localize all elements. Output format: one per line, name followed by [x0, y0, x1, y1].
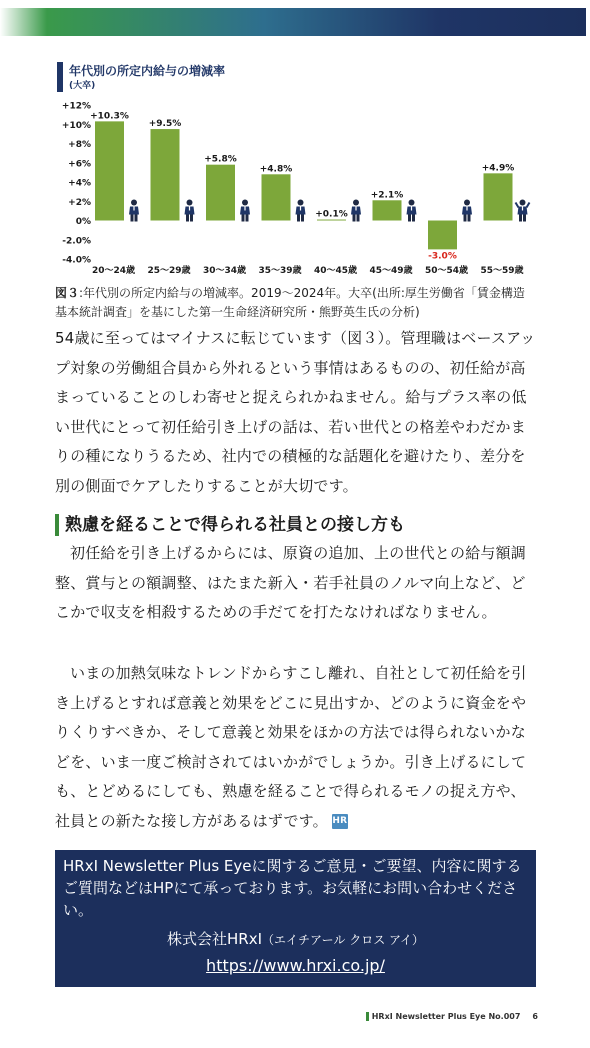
contact-message: HRxI Newsletter Plus Eyeに関するご意見・ご要望、内容に関するご質問などはHPにて承っております。お気軽にお問い合わせください。 [63, 857, 522, 919]
bar-chart [55, 58, 535, 280]
section-heading-block [55, 513, 535, 537]
paragraph-3 [55, 659, 538, 837]
bar [373, 200, 402, 220]
bar-value-label: -3.0% [428, 251, 457, 262]
paragraph-3-text: いまの加熱気味なトレンドからすこし離れ、自社として初任給を引き上げるとすれば意義と効果をどこに見出すか、どのように資金をやりくりすべきか、そして意義と効果をほかの方法では得られないかなどを、いま一度ご検討されてはいかがでしょうか。引き上げるにしても、とどめるにしても、熟慮を経ることで得られるモノの捉え方や、社員との新たな接し方があるはずです。 [55, 664, 527, 830]
y-tick-label: +2% [68, 197, 91, 208]
bar-value-label: +5.8% [204, 154, 237, 165]
y-tick-label: 0% [75, 217, 91, 227]
x-tick-label: 30～34歳 [202, 266, 247, 276]
businessperson-icon [516, 200, 530, 222]
businessperson-icon [185, 200, 195, 222]
bar-value-label: +2.1% [370, 190, 404, 201]
bar [428, 221, 457, 250]
bar-value-label: +0.1% [315, 209, 348, 220]
x-tick-label: 35～39歳 [258, 266, 302, 276]
chart-svg [55, 58, 535, 280]
caption-text: :年代別の所定内給与の増減率。2019～2024年。大卒(出所:厚生労働省「賃金構造基本統計調査」を基にした第一生命経済研究所・熊野英生氏の分析) [55, 286, 525, 319]
x-tick-label: 50～54歳 [424, 266, 469, 276]
figure-caption [55, 284, 535, 322]
contact-info-box [55, 850, 536, 987]
bar-value-label: +4.9% [481, 163, 515, 174]
bar [95, 121, 124, 220]
page-footer [366, 1012, 538, 1021]
bar [317, 220, 346, 221]
figure-number: 図３ [55, 286, 80, 300]
x-tick-label: 40～45歳 [313, 266, 358, 276]
bar [484, 173, 513, 220]
businessperson-icon [129, 200, 139, 222]
bar [151, 129, 180, 220]
y-tick-label: -2.0% [62, 236, 91, 247]
section-heading: 熟慮を経ることで得られる社員との接し方も [65, 515, 405, 535]
y-tick-label: +8% [68, 140, 91, 150]
x-tick-label: 25～29歳 [147, 266, 191, 276]
company-name-line [55, 928, 536, 951]
x-tick-label: 20～24歳 [91, 266, 136, 276]
company-name: 株式会社HRxI [167, 930, 263, 948]
x-tick-label: 45～49歳 [369, 266, 413, 276]
y-tick-label: +10% [61, 120, 91, 131]
bar [206, 165, 235, 221]
x-tick-label: 55～59歳 [480, 266, 524, 276]
paragraph-1: 54歳に至ってはマイナスに転じています（図３）。管理職はベースアップ対象の労働組合員から外れるという事情はあるものの、初任給が高まっていることのしわ寄せと捉えられかねません。給与プラス率の低い世代にとって初任給引き上げの話は、若い世代との格差やわだかまりの種になりうるため、社内での積極的な話題化を避けたり、差分を別の側面でケアしたりすることが大切です。 [55, 329, 536, 495]
bar-value-label: +9.5% [148, 119, 182, 130]
y-tick-label: +6% [68, 159, 91, 170]
businessperson-icon [240, 200, 250, 222]
businessperson-icon [462, 200, 472, 222]
chart-subtitle: (大卒) [69, 81, 96, 91]
paragraph-2: 初任給を引き上げるからには、原資の追加、上の世代との給与額調整、賞与との額調整、はたまた新入・若手社員のノルマ向上など、どこかで収支を相殺するための手だてを打たなければなりません。 [55, 544, 527, 622]
y-tick-label: +4% [68, 178, 91, 189]
businessperson-icon [351, 200, 361, 222]
heading-accent-bar [55, 514, 59, 536]
chart-title: 年代別の所定内給与の増減率 [69, 64, 226, 78]
hr-end-logo: HR [332, 814, 348, 829]
page-number: 6 [532, 1012, 538, 1021]
businessperson-icon [407, 200, 417, 222]
footer-newsletter: HRxI Newsletter Plus Eye No.007 [371, 1012, 521, 1021]
businessperson-icon [296, 200, 306, 222]
bar [262, 174, 291, 220]
y-tick-label: +12% [61, 101, 91, 112]
footer-mark [366, 1012, 369, 1021]
top-banner [0, 8, 586, 36]
company-url-link[interactable]: https://www.hrxi.co.jp/ [206, 956, 385, 975]
company-reading: （エイチアール クロス アイ） [262, 933, 424, 947]
bar-value-label: +10.3% [90, 111, 129, 122]
bar-value-label: +4.8% [259, 164, 293, 175]
y-tick-label: -4.0% [62, 255, 91, 266]
